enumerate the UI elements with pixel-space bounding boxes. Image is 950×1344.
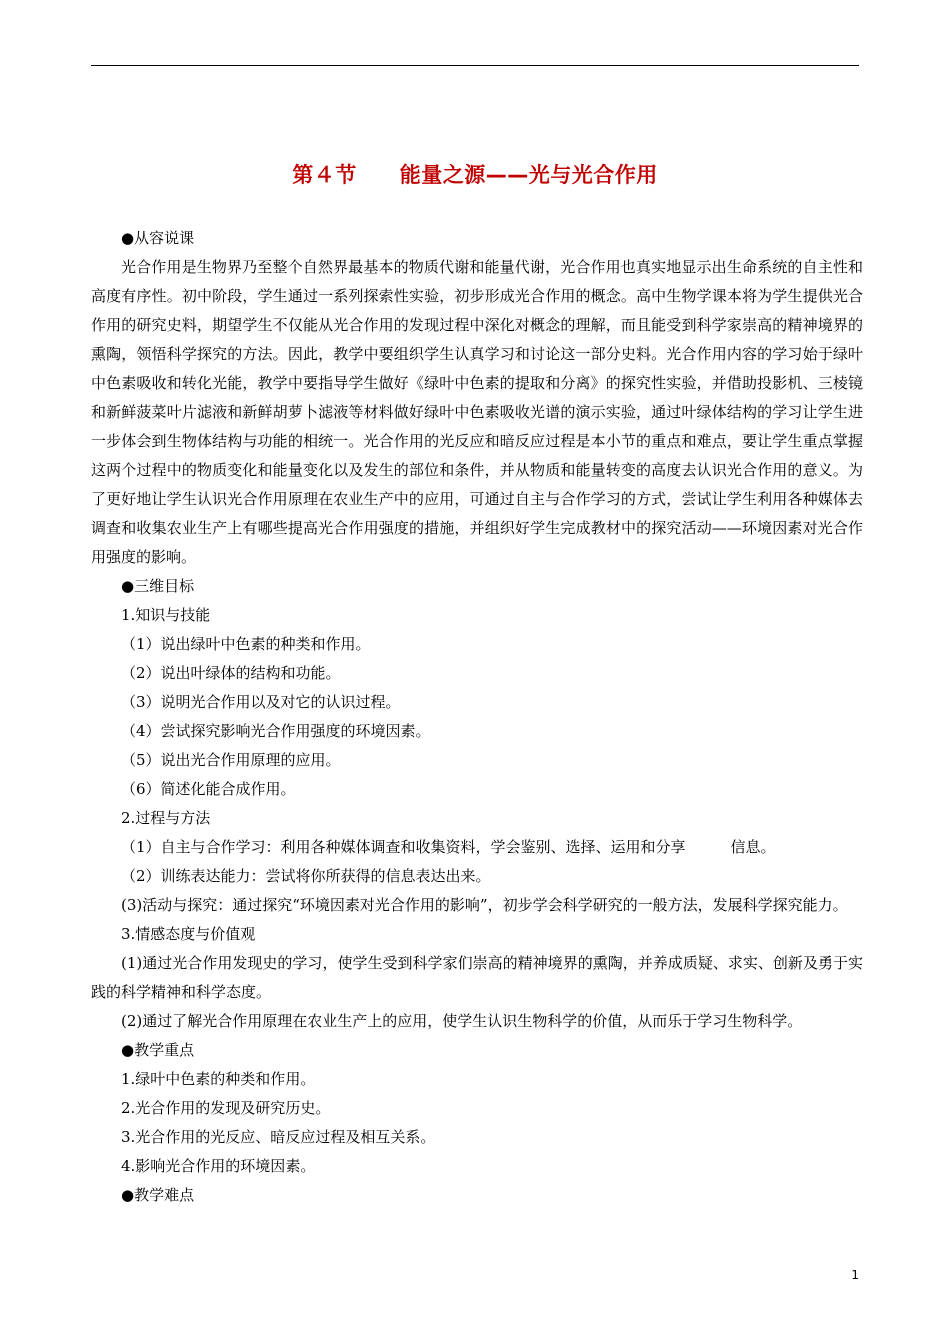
list-item: (2)通过了解光合作用原理在农业生产上的应用，使学生认识生物科学的价值，从而乐于学习生物科学。 [121,1012,803,1030]
page-title: 第４节 能量之源——光与光合作用 [292,163,658,187]
list-item: (3)活动与探究：通过探究“环境因素对光合作用的影响”，初步学会科学研究的一般方法，发展科学探究能力。 [121,896,848,914]
section-heading-intro: ●从容说课 [121,229,195,247]
list-item: （5）说出光合作用原理的应用。 [121,751,341,769]
list-item: （2）训练表达能力：尝试将你所获得的信息表达出来。 [121,867,491,885]
list-item: （4）尝试探究影响光合作用强度的环境因素。 [121,722,431,740]
list-item: （1）自主与合作学习：利用各种媒体调查和收集资料，学会鉴别、选择、运用和分享 信息。 [121,838,776,856]
list-item: （2）说出叶绿体的结构和功能。 [121,664,341,682]
document-body [91,224,863,1210]
section-heading-key-points: ●教学重点 [121,1041,195,1059]
list-item: 3.光合作用的光反应、暗反应过程及相互关系。 [121,1128,436,1146]
goal3-heading: 3.情感态度与价值观 [121,925,256,943]
page-number: 1 [851,1268,859,1282]
list-item: （6）简述化能合成作用。 [121,780,296,798]
list-item: 2.光合作用的发现及研究历史。 [121,1099,331,1117]
goal1-heading: 1.知识与技能 [121,606,211,624]
section-heading-goals: ●三维目标 [121,577,195,595]
list-item: (1)通过光合作用发现史的学习，使学生受到科学家们崇高的精神境界的熏陶，并养成质疑、求实、创新及勇于实践的科学精神和科学态度。 [91,954,863,1001]
list-item: 1.绿叶中色素的种类和作用。 [121,1070,316,1088]
list-item: （1）说出绿叶中色素的种类和作用。 [121,635,371,653]
section-heading-difficult-points: ●教学难点 [121,1186,195,1204]
goal2-heading: 2.过程与方法 [121,809,211,827]
list-item: 4.影响光合作用的环境因素。 [121,1157,316,1175]
intro-paragraph: 光合作用是生物界乃至整个自然界最基本的物质代谢和能量代谢，光合作用也真实地显示出生命系统的自主性和高度有序性。初中阶段，学生通过一系列探索性实验，初步形成光合作用的概念。高中生物学课本将为学生提供光合作用的研究史料，期望学生不仅能从光合作用的发现过程中深化对概念的理解，而且能受到科学家崇高的精神境界的熏陶，领悟科学探究的方法。因此，教学中要组织学生认真学习和讨论这一部分史料。光合作用内容的学习始于绿叶中色素吸收和转化光能，教学中要指导学生做好《绿叶中色素的提取和分离》的探究性实验，并借助投影机、三棱镜和新鲜菠菜叶片滤液和新鲜胡萝卜滤液等材料做好绿叶中色素吸收光谱的演示实验，通过叶绿体结构的学习让学生进一步体会到生物体结构与功能的相统一。光合作用的光反应和暗反应过程是本小节的重点和难点，要让学生重点掌握这两个过程中的物质变化和能量变化以及发生的部位和条件，并从物质和能量转变的高度去认识光合作用的意义。为了更好地让学生认识光合作用原理在农业生产中的应用，可通过自主与合作学习的方式，尝试让学生利用各种媒体去调查和收集农业生产上有哪些提高光合作用强度的措施，并组织好学生完成教材中的探究活动——环境因素对光合作用强度的影响。 [91,258,863,566]
header-rule [91,65,859,66]
list-item: （3）说明光合作用以及对它的认识过程。 [121,693,401,711]
